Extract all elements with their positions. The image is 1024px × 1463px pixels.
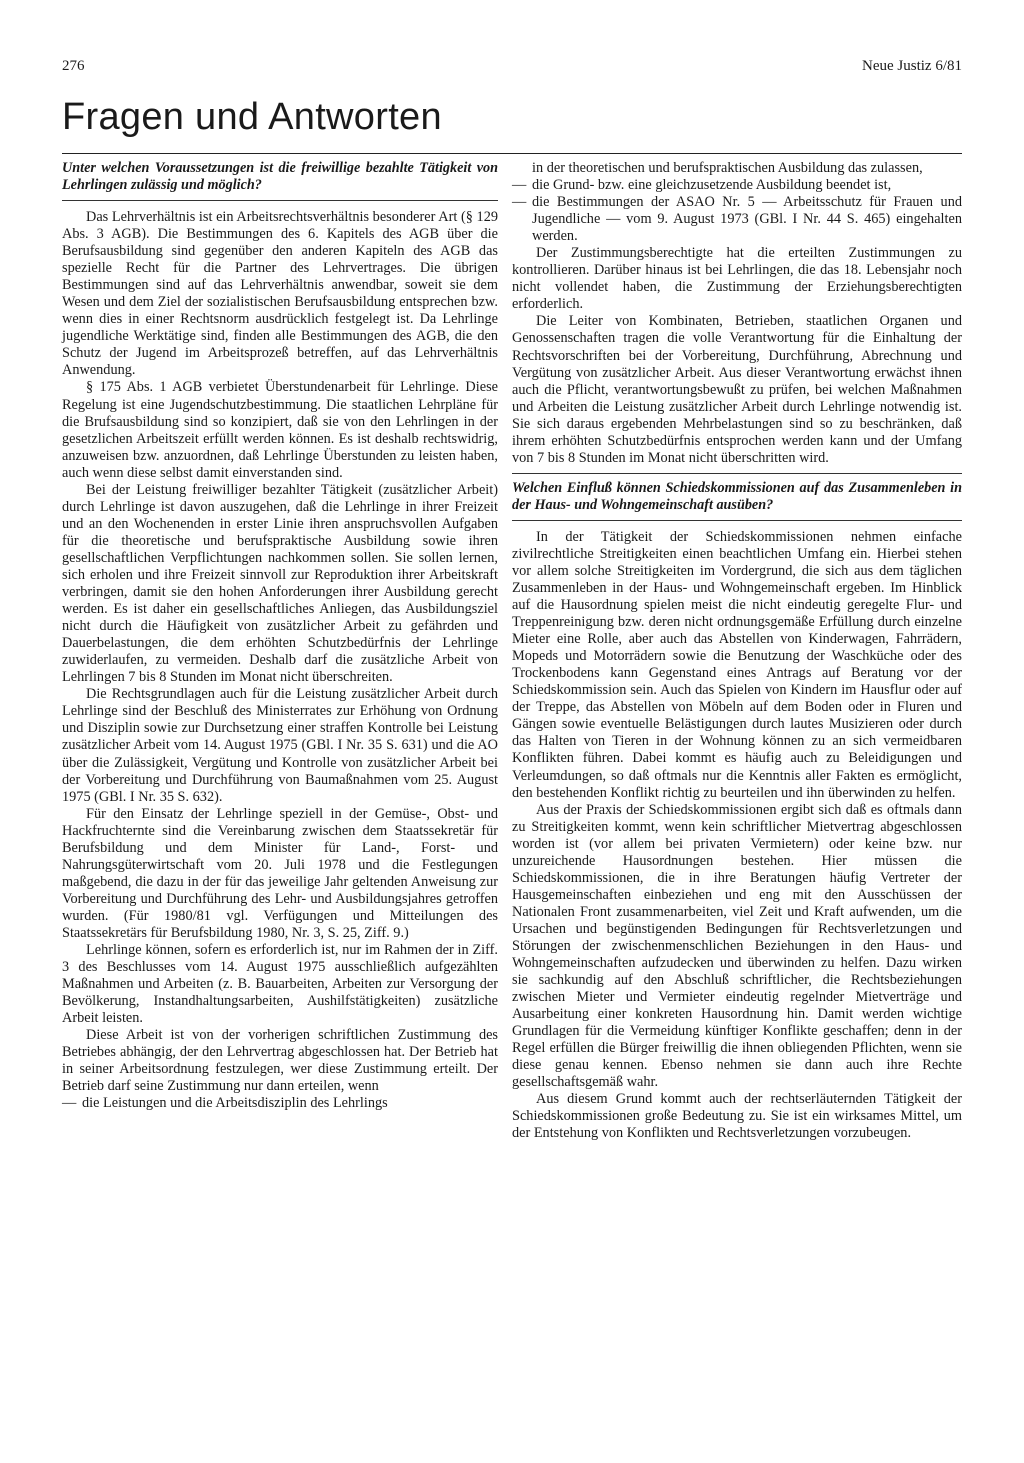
paragraph: Für den Einsatz der Lehrlinge speziell in der Gemüse-, Obst- und Hackfruchternte sind die Vereinbarung zwischen dem Staatssekretär für Berufsbildung und dem Minister für Land-, Forst- und Nahrungsgüterwirtschaft vom 20. Juli 1978 und die Festlegungen maßgebend, die dazu in der für das jeweilige Jahr geltenden Anweisung zur Vorbereitung und Durchführung des Lehr- und Ausbildungsjahres getroffen wurden. (Für 1980/81 vgl. Verfügungen und Mitteilungen des Staatssekretärs für Berufsbildung 1980, Nr. 3, S. 25, Ziff. 9.): [62, 805, 498, 941]
paragraph: Aus der Praxis der Schiedskommissionen ergibt sich daß es oftmals dann zu Streitigkeiten kommt, wenn kein schriftlicher Mietvertrag abgeschlossen worden ist (vor allem bei privaten Vermietern) oder keine bzw. nur unzureichende Hausordnungen bestehen. Hier müssen die Schiedskommissionen, die in ihre Beratungen häufig Vertreter der Hausgemeinschaften einbeziehen und eng mit den Ausschüssen der Nationalen Front zusammenarbeiten, viel Zeit und Kraft aufwenden, um die Ursachen und begünstigenden Bedingungen für Rechtsverletzungen und Störungen der zwischenmenschlichen Beziehungen in den Haus- und Wohngemeinschaften aufzudecken und überwinden zu helfen. Dazu wirken sie sachkundig auf den Abschluß schriftlicher, die Rechtsbeziehungen zwischen Mieter und Vermieter eindeutig regelnder Mietverträge und Ausarbeitung einer konkreten Hausordnung hin. Damit werden wichtige Grundlagen für die Vermeidung künftiger Konflikte geschaffen; denn in der Regel erfüllen die Bürger freiwillig die ihnen obliegenden Pflichten, wenn sie diese genau kennen. Ebenso nehmen sie dann auch ihre Rechte gesellschaftsgemäß wahr.: [512, 801, 962, 1091]
conditions-list: [62, 1095, 498, 1112]
conditions-list-continued: [512, 177, 962, 245]
left-column: [62, 160, 498, 1112]
list-item-continuation: in der theoretischen und berufspraktischen Ausbildung das zulassen,: [532, 160, 923, 176]
paragraph: Der Zustimmungsberechtigte hat die erteilten Zustimmungen zu kontrollieren. Darüber hinaus ist bei Lehrlingen, die das 18. Lebensjahr noch nicht vollendet haben, die Zustimmung der Erziehungsberechtigten erforderlich.: [512, 245, 962, 313]
list-item: — die Bestimmungen der ASAO Nr. 5 — Arbeitsschutz für Frauen und Jugendliche — vom 9. August 1973 (GBl. I Nr. 44 S. 465) eingehalten werden.: [512, 194, 962, 245]
right-column: [512, 160, 962, 1143]
title-divider: [62, 153, 962, 154]
page-header: [62, 58, 962, 80]
section-divider: [512, 473, 962, 474]
page-title: Fragen und Antworten: [62, 96, 442, 138]
question-1: Unter welchen Voraussetzungen ist die freiwillige bezahlte Tätigkeit von Lehrlingen zulässig und möglich?: [62, 160, 498, 193]
paragraph: Lehrlinge können, sofern es erforderlich ist, nur im Rahmen der in Ziff. 3 des Beschlusses vom 14. August 1975 ausschließlich aufgezählten Maßnahmen und Arbeiten (z. B. Bauarbeiten, Arbeiten zur Versorgung der Bevölkerung, Instandhaltungsarbeiten, Aushilfstätigkeiten) zusätzliche Arbeit leisten.: [62, 942, 498, 1027]
question-2-divider: [512, 520, 962, 521]
paragraph: § 175 Abs. 1 AGB verbietet Überstundenarbeit für Lehrlinge. Diese Regelung ist eine Jugendschutzbestimmung. Die staatlichen Lehrpläne für die Brufsausbildung sind so konzipiert, daß sie von den Lehrlingen in der gesetzlichen Arbeitszeit erfüllt werden können. Es ist deshalb rechtswidrig, anzuweisen bzw. anzuordnen, daß Lehrlinge Überstunden zu leisten haben, auch wenn diese selbst damit einverstanden sind.: [62, 379, 498, 481]
list-item: — die Grund- bzw. eine gleichzusetzende Ausbildung beendet ist,: [512, 177, 962, 194]
paragraph: Das Lehrverhältnis ist ein Arbeitsrechtsverhältnis besonderer Art (§ 129 Abs. 3 AGB). Die Bestimmungen des 6. Kapitels des AGB über die Berufsausbildung sind gegenüber den anderen Kapiteln des AGB das spezielle Recht für die Partner des Lehrvertrages. Die übrigen Bestimmungen sind auf das Lehrverhältnis anwendbar, soweit sie dem Wesen und dem Ziel der sozialistischen Berufsausbildung entsprechen bzw. wenn dies in einer Rechtsnorm ausdrücklich festgelegt ist. Da Lehrlinge jugendliche Werktätige sind, finden alle Bestimmungen des AGB, die den Schutz der Jugend im Arbeitsprozeß betreffen, auf das Lehrverhältnis Anwendung.: [62, 209, 498, 379]
question-2: Welchen Einfluß können Schiedskommissionen auf das Zusammenleben in der Haus- und Wohngemeinschaft ausüben?: [512, 479, 962, 513]
paragraph: Die Leiter von Kombinaten, Betrieben, staatlichen Organen und Genossenschaften tragen die volle Verantwortung für die Einhaltung der Rechtsvorschriften bei der Vorbereitung, Durchführung, Abrechnung und Vergütung von zusätzlicher Arbeit. Aus dieser Verantwortung erwächst ihnen auch die Pflicht, verantwortungsbewußt zu prüfen, bei welchen Maßnahmen und Arbeiten die Leistung zusätzlicher Arbeit durch Lehrlinge notwendig ist. Sie sich daraus ergebenden Mehrbelastungen sind so zu beschränken, daß ihrem erhöhten Schutzbedürfnis entsprochen werden kann und der Umfang von 7 bis 8 Stunden im Monat nicht überschritten wird.: [512, 313, 962, 466]
paragraph: Die Rechtsgrundlagen auch für die Leistung zusätzlicher Arbeit durch Lehrlinge sind der Beschluß des Ministerrates zur Erhöhung von Ordnung und Disziplin sowie zur Durchsetzung einer straffen Kontrolle bei Leistung zusätzlicher Arbeit vom 14. August 1975 (GBl. I Nr. 35 S. 631) und die AO über die Zulässigkeit, Vergütung und Kontrolle von zusätzlicher Arbeit bei der Vorbereitung und Durchführung von Baumaßnahmen vom 25. August 1975 (GBl. I Nr. 35 S. 632).: [62, 686, 498, 805]
journal-issue: Neue Justiz 6/81: [862, 58, 962, 74]
paragraph: Aus diesem Grund kommt auch der rechtserläuternden Tätigkeit der Schiedskommissionen große Bedeutung zu. Sie ist ein wirksames Mittel, um der Entstehung von Konflikten und Rechtsverletzungen vorzubeugen.: [512, 1091, 962, 1142]
question-1-divider: [62, 200, 498, 201]
list-item: — die Leistungen und die Arbeitsdisziplin des Lehrlings: [62, 1095, 498, 1112]
paragraph: Bei der Leistung freiwilliger bezahlter Tätigkeit (zusätzlicher Arbeit) durch Lehrlinge ist davon auszugehen, daß die Lehrlinge in ihrer Freizeit und an den Wochenenden in erster Linie ihren anspruchsvollen Aufgaben für die theoretische und berufspraktische Ausbildung sowie ihren gesellschaftlichen Verpflichtungen nachkommen sollen. Sie sollen lernen, sich erholen und ihre Freizeit sinnvoll zur Reproduktion ihrer Arbeitskraft verbringen, damit sie den hohen Anforderungen ihrer Ausbildung gerecht werden. Es ist daher ein gesellschaftliches Anliegen, das Ausbildungsziel nicht durch die Häufigkeit von zusätzlicher Arbeit zu gefährden und Dauerbelastungen, die dem erhöhten Schutzbedürfnis der Lehrlinge zuwiderlaufen, zu vermeiden. Deshalb darf die zusätzliche Arbeit von Lehrlingen 7 bis 8 Stunden im Monat nicht überschreiten.: [62, 481, 498, 686]
page-number: 276: [62, 58, 85, 74]
paragraph: Diese Arbeit ist von der vorherigen schriftlichen Zustimmung des Betriebes abhängig, der den Lehrvertrag abgeschlossen hat. Der Betrieb hat in seiner Arbeitsordnung festzulegen, wer diese Zustimmung erteilt. Der Betrieb darf seine Zustimmung nur dann erteilen, wenn: [62, 1027, 498, 1095]
paragraph: In der Tätigkeit der Schiedskommissionen nehmen einfache zivilrechtliche Streitigkeiten einen beachtlichen Umfang ein. Hierbei stehen vor allem solche Streitigkeiten im Vordergrund, die sich aus dem täglichen Zusammenleben in der Haus- und Wohngemeinschaft ergeben. Im Hinblick auf die Hausordnung spielen meist die nicht eindeutig geregelte Flur- und Treppenreinigung bzw. deren nicht ordnungsgemäße Erfüllung durch einzelne Mieter eine Rolle, aber auch das Abstellen von Kinderwagen, Fahrrädern, Mopeds und Motorrädern sowie die Benutzung der Waschküche oder des Trockenbodens kann Gegenstand eines Antrags auf Beratung vor der Schiedskommission sein. Auch das Spielen von Kindern im Hausflur oder auf der Treppe, das Abstellen von Möbeln auf dem Boden oder in Fluren und Gängen sowie eventuelle Belästigungen durch lautes Musizieren oder durch das Halten von Tieren in der Wohnung können zu an sich vermeidbaren Konflikten führen. Dabei kommt es häufig auch zu Beleidigungen und Verleumdungen, so daß oftmals nur die Kenntnis aller Fakten es ermöglicht, den bestehenden Konflikt richtig zu beurteilen und ihn überwinden zu helfen.: [512, 528, 962, 801]
